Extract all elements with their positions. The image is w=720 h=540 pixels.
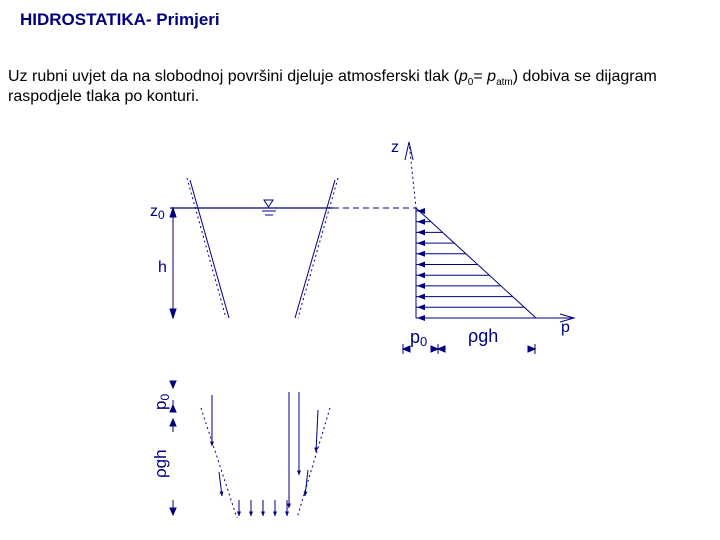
- z-axis: [405, 142, 416, 208]
- pressure-arrow-head: [417, 315, 425, 321]
- pressure-arrow-head: [417, 240, 425, 246]
- rho-gh-label: ρgh: [468, 326, 499, 346]
- vessel-right-wall-outer: [295, 180, 335, 318]
- description-part-2: ) dobiva se dijagram raspodjele tlaka po konturi.: [8, 68, 657, 105]
- lower-left-wall: [201, 408, 237, 518]
- pressure-arrow-head: [417, 251, 425, 257]
- lower-right-wall: [297, 408, 330, 518]
- pressure-hypotenuse: [416, 208, 536, 318]
- slide-title: HIDROSTATIKA- Primjeri: [20, 10, 220, 29]
- vessel-left-wall-outer: [190, 180, 229, 318]
- right-wall-pressure-arrow: [316, 410, 318, 452]
- rho-gh-vertical-label: ρgh: [151, 449, 170, 478]
- wall-pressure-arrows: [212, 392, 318, 516]
- patm-subscript: atm: [496, 77, 513, 89]
- p0-symbol: p: [458, 68, 468, 85]
- pressure-arrow-head: [417, 294, 425, 300]
- z-axis-label: z: [391, 139, 399, 156]
- p0-vertical-label: p0: [151, 393, 172, 410]
- p0-label: p0: [410, 327, 428, 349]
- pressure-arrow-head: [417, 283, 425, 289]
- h-label: h: [158, 259, 167, 276]
- pressure-arrow-head: [417, 272, 425, 278]
- description-part-1: Uz rubni uvjet da na slobodnoj površini djeluje atmosferski tlak (: [8, 68, 459, 85]
- p0-subscript: 0: [467, 77, 474, 89]
- vessel-right-wall-hatch: [298, 178, 338, 318]
- z0-label: z0: [150, 203, 165, 222]
- left-wall-pressure-arrow: [219, 472, 222, 496]
- h-dimension: [170, 208, 176, 318]
- equals-sign: =: [473, 68, 488, 85]
- patm-symbol: p: [487, 68, 497, 85]
- pressure-arrow-head: [417, 219, 425, 225]
- pressure-arrow-head: [417, 304, 425, 310]
- vessel-left-wall-hatch: [187, 178, 226, 318]
- right-wall-pressure-arrow: [305, 470, 308, 496]
- lower-vessel-walls: [201, 408, 330, 518]
- pressure-arrow-head: [417, 229, 425, 235]
- vessel-walls: [187, 178, 338, 318]
- pressure-arrow-head: [417, 262, 425, 268]
- p-axis-label: p: [561, 319, 570, 336]
